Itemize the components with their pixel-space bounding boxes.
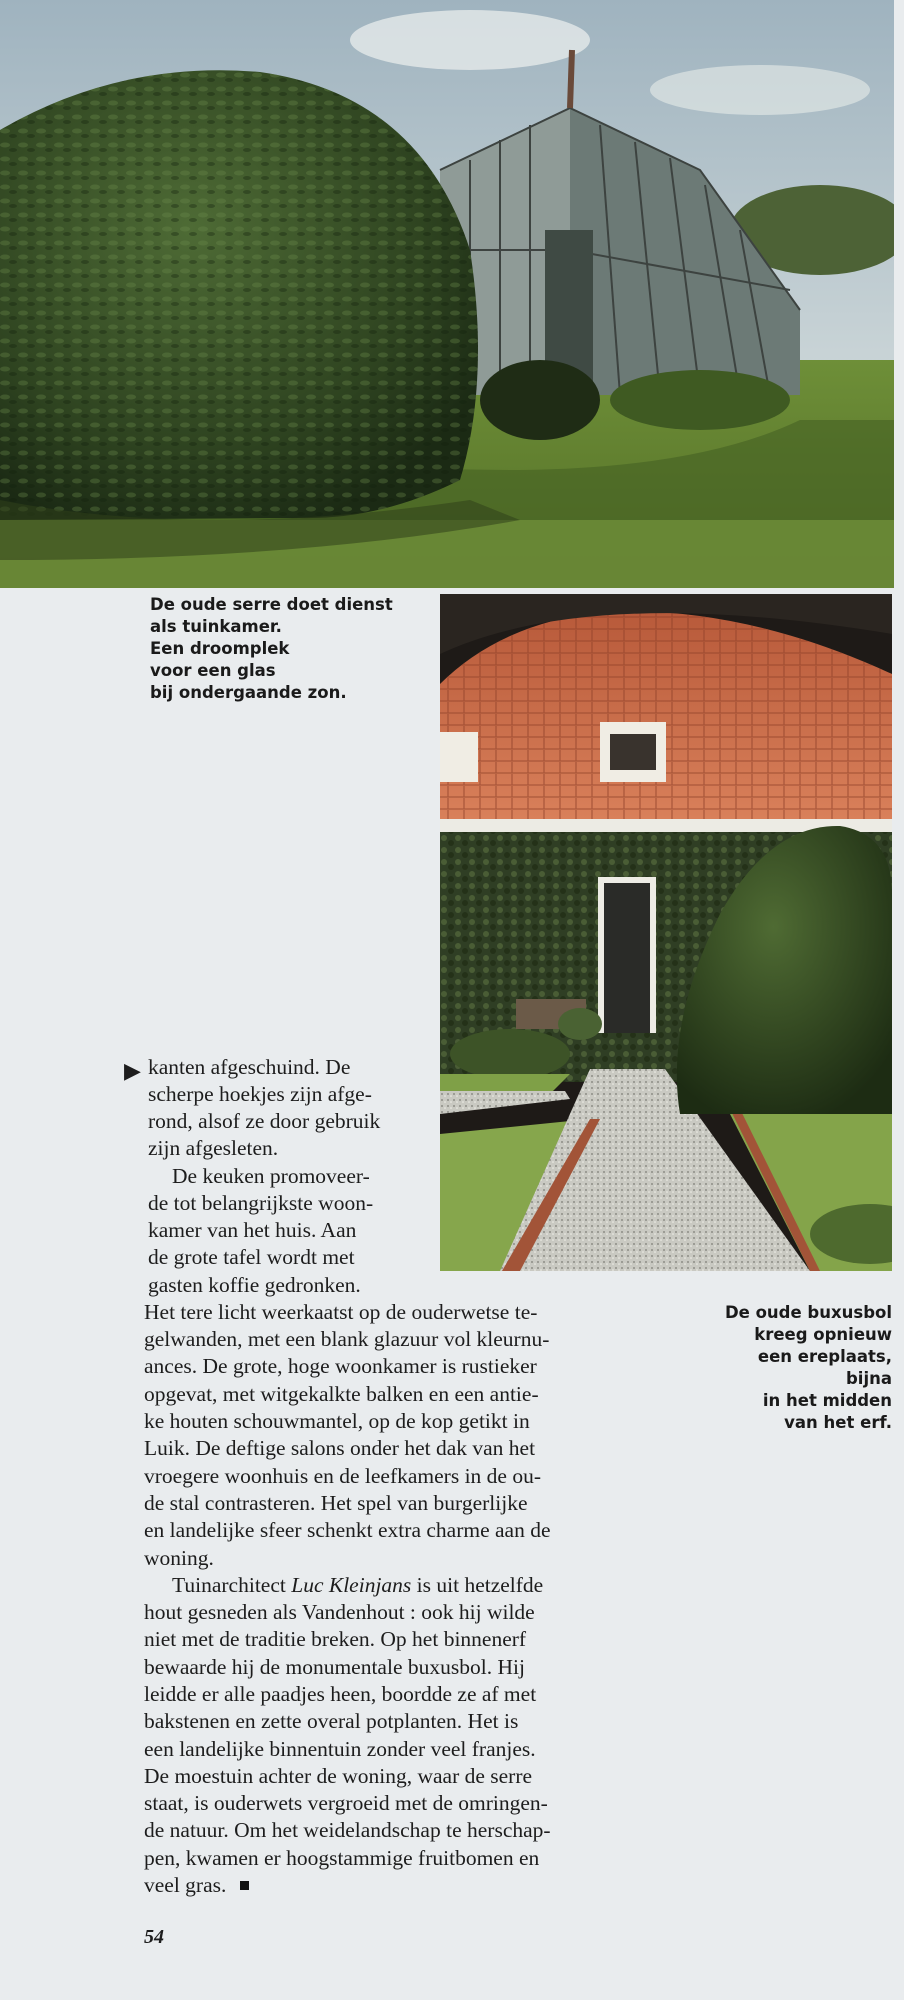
article-line: staat, is ouderwets vergroeid met de omringen- [144, 1791, 548, 1815]
article-line: ances. De grote, hoge woonkamer is rustieker [144, 1354, 537, 1378]
article-line: woning. [144, 1546, 214, 1570]
article-line: gasten koffie gedronken. [148, 1273, 361, 1297]
article-line: De moestuin achter de woning, waar de serre [144, 1764, 533, 1788]
article-line: de tot belangrijkste woon- [148, 1191, 374, 1215]
caption-line: bij ondergaande zon. [150, 683, 347, 702]
article-line: vroegere woonhuis en de leefkamers in de ou- [144, 1464, 542, 1488]
caption-line: in het midden [762, 1391, 892, 1410]
article-line: hout gesneden als Vandenhout : ook hij wilde [144, 1600, 535, 1624]
farmhouse-photo [440, 594, 892, 1271]
article-line: ke houten schouwmantel, op de kop getikt in [144, 1409, 530, 1433]
architect-name: Luc Kleinjans [291, 1573, 412, 1597]
photo-caption-greenhouse [150, 594, 393, 704]
article-line: Luik. De deftige salons onder het dak van het [144, 1436, 536, 1460]
continuation-arrow-icon: ▶ [124, 1058, 141, 1083]
article-line: De keuken promoveer- [172, 1164, 370, 1188]
article-line: bewaarde hij de monumentale buxusbol. Hij [144, 1655, 525, 1679]
article-line: en landelijke sfeer schenkt extra charme aan de [144, 1518, 551, 1542]
article-line: een landelijke binnentuin zonder veel franjes. [144, 1737, 536, 1761]
caption-line: als tuinkamer. [150, 617, 282, 636]
article-line: de stal contrasteren. Het spel van burgerlijke [144, 1491, 528, 1515]
greenhouse-photo [0, 0, 894, 588]
article-line: pen, kwamen er hoogstammige fruitbomen en [144, 1846, 540, 1870]
caption-line: De oude serre doet dienst [150, 595, 393, 614]
end-of-article-icon [240, 1881, 249, 1890]
photo-caption-boxwood [652, 1302, 892, 1434]
article-text: Tuinarchitect [172, 1573, 286, 1597]
caption-line: bijna [845, 1369, 892, 1388]
caption-line: kreeg opnieuw [754, 1325, 892, 1344]
article-text: veel gras. [144, 1873, 227, 1897]
article-line: leidde er alle paadjes heen, boordde ze af met [144, 1682, 537, 1706]
article-line: Het tere licht weerkaatst op de ouderwetse te- [144, 1300, 538, 1324]
article-line: rond, alsof ze door gebruik [148, 1109, 381, 1133]
article-line: niet met de traditie breken. Op het binnenerf [144, 1627, 527, 1651]
caption-line: een ereplaats, [757, 1347, 892, 1366]
caption-line: De oude buxusbol [724, 1303, 892, 1322]
page-number: 54 [144, 1926, 164, 1948]
article-line: zijn afgesleten. [148, 1136, 279, 1160]
article-line [144, 1872, 249, 1899]
article-line: bakstenen en zette overal potplanten. Het is [144, 1709, 519, 1733]
article-line: de natuur. Om het weidelandschap te herschap- [144, 1818, 551, 1842]
article-line: opgevat, met witgekalkte balken en een antie- [144, 1382, 539, 1406]
caption-line: Een droomplek [150, 639, 290, 658]
article-line: scherpe hoekjes zijn afge- [148, 1082, 372, 1106]
article-line: kamer van het huis. Aan [148, 1218, 357, 1242]
article-text: is uit hetzelfde [416, 1573, 544, 1597]
article-line: de grote tafel wordt met [148, 1245, 355, 1269]
article-line [172, 1572, 543, 1599]
caption-line: voor een glas [150, 661, 276, 680]
article-line: gelwanden, met een blank glazuur vol kleurnu- [144, 1327, 550, 1351]
caption-line: van het erf. [784, 1413, 892, 1432]
article-line: kanten afgeschuind. De [148, 1055, 351, 1079]
